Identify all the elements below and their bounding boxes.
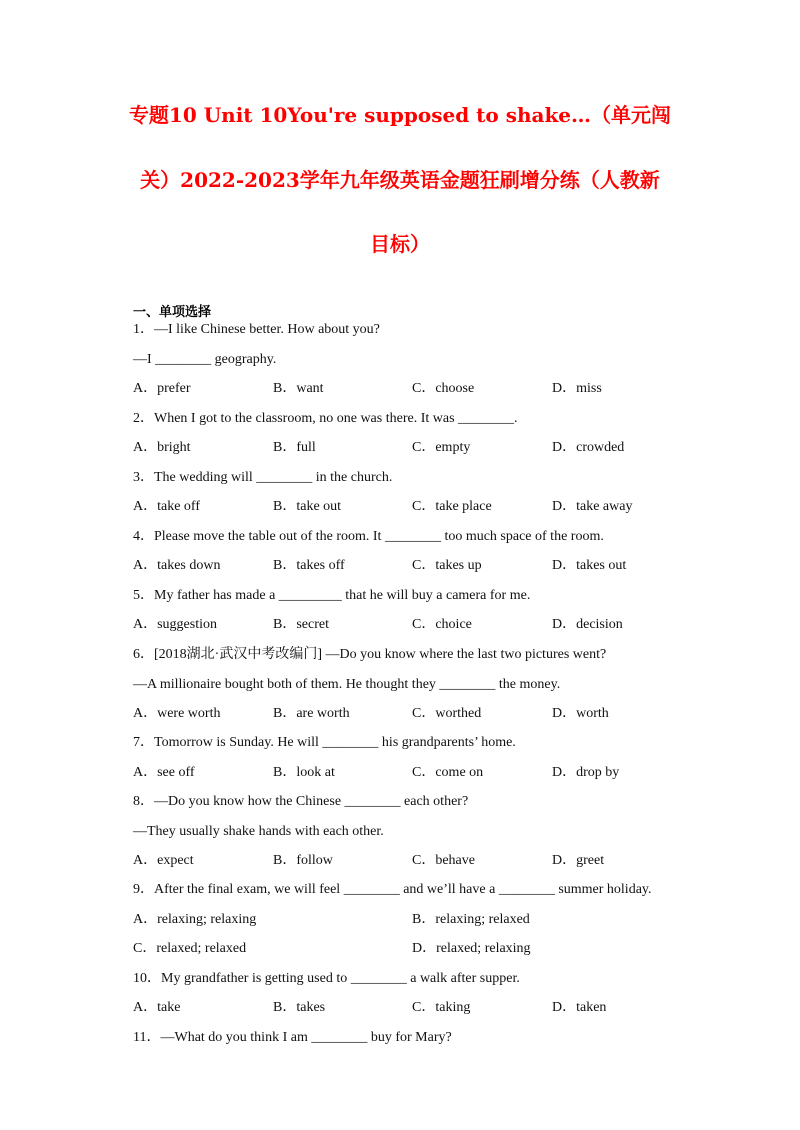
question-9-option[interactable]: B．relaxing; relaxed bbox=[412, 912, 530, 927]
question-1-stem-line: —I ________ geography. bbox=[133, 352, 277, 367]
question-10-option[interactable]: A．take bbox=[133, 1000, 181, 1015]
question-4-option[interactable]: C．takes up bbox=[412, 558, 482, 573]
question-2-stem-line: 2．When I got to the classroom, no one was there. It was ________. bbox=[133, 411, 518, 426]
question-5-stem-line: 5．My father has made a _________ that he will buy a camera for me. bbox=[133, 588, 531, 603]
question-2-option[interactable]: A．bright bbox=[133, 440, 191, 455]
question-4-stem-line: 4．Please move the table out of the room. It ________ too much space of the room. bbox=[133, 529, 604, 544]
question-6-stem-line: —A millionaire bought both of them. He thought they ________ the money. bbox=[133, 677, 561, 692]
question-6-option[interactable]: C．worthed bbox=[412, 706, 482, 721]
question-7-option[interactable]: C．come on bbox=[412, 765, 484, 780]
question-3-option[interactable]: C．take place bbox=[412, 499, 492, 514]
question-3-option[interactable]: B．take out bbox=[273, 499, 342, 514]
question-10-option[interactable]: D．taken bbox=[552, 1000, 607, 1015]
question-4-option[interactable]: B．takes off bbox=[273, 558, 345, 573]
question-8-option[interactable]: A．expect bbox=[133, 853, 194, 868]
title-line-3: 目标） bbox=[370, 232, 430, 256]
question-7-option[interactable]: A．see off bbox=[133, 765, 195, 780]
title-line-2: 关）2022-2023学年九年级英语金题狂刷增分练（人教新 bbox=[140, 168, 660, 192]
question-6-option[interactable]: A．were worth bbox=[133, 706, 221, 721]
question-3-option[interactable]: D．take away bbox=[552, 499, 633, 514]
question-8-option[interactable]: B．follow bbox=[273, 853, 333, 868]
question-10-option[interactable]: C．taking bbox=[412, 1000, 471, 1015]
question-9-stem-line: 9．After the final exam, we will feel ________ and we’ll have a ________ summer holiday. bbox=[133, 882, 652, 897]
question-8-option[interactable]: D．greet bbox=[552, 853, 605, 868]
question-3-option[interactable]: A．take off bbox=[133, 499, 200, 514]
question-3-stem-line: 3．The wedding will ________ in the church. bbox=[133, 470, 393, 485]
question-8-stem-line: 8．—Do you know how the Chinese ________ each other? bbox=[133, 794, 469, 809]
question-7-option[interactable]: D．drop by bbox=[552, 765, 620, 780]
question-6-stem-line: 6．[2018湖北·武汉中考改编门] —Do you know where the last two pictures went? bbox=[133, 647, 607, 662]
question-10-stem-line: 10．My grandfather is getting used to ________ a walk after supper. bbox=[133, 971, 520, 986]
question-9-option[interactable]: C．relaxed; relaxed bbox=[133, 941, 247, 956]
question-4-option[interactable]: A．takes down bbox=[133, 558, 221, 573]
question-5-option[interactable]: A．suggestion bbox=[133, 617, 217, 632]
question-6-option[interactable]: B．are worth bbox=[273, 706, 350, 721]
question-8-option[interactable]: C．behave bbox=[412, 853, 475, 868]
question-4-option[interactable]: D．takes out bbox=[552, 558, 627, 573]
question-1-stem-line: 1．—I like Chinese better. How about you? bbox=[133, 322, 380, 337]
question-11-stem-line: 11．—What do you think I am ________ buy for Mary? bbox=[133, 1030, 452, 1045]
question-2-option[interactable]: C．empty bbox=[412, 440, 471, 455]
question-5-option[interactable]: C．choice bbox=[412, 617, 472, 632]
question-9-option[interactable]: D．relaxed; relaxing bbox=[412, 941, 531, 956]
question-2-option[interactable]: B．full bbox=[273, 440, 316, 455]
question-5-option[interactable]: D．decision bbox=[552, 617, 623, 632]
question-5-option[interactable]: B．secret bbox=[273, 617, 329, 632]
question-6-option[interactable]: D．worth bbox=[552, 706, 609, 721]
title-line-1: 专题10 Unit 10You're supposed to shake…（单元闯 bbox=[128, 103, 672, 127]
question-8-stem-line: —They usually shake hands with each other. bbox=[133, 824, 384, 839]
question-1-option[interactable]: C．choose bbox=[412, 381, 475, 396]
question-1-option[interactable]: D．miss bbox=[552, 381, 602, 396]
question-7-option[interactable]: B．look at bbox=[273, 765, 335, 780]
question-2-option[interactable]: D．crowded bbox=[552, 440, 625, 455]
question-1-option[interactable]: A．prefer bbox=[133, 381, 191, 396]
section-heading: 一、单项选择 bbox=[133, 305, 212, 320]
question-7-stem-line: 7．Tomorrow is Sunday. He will ________ his grandparents’ home. bbox=[133, 735, 516, 750]
question-1-option[interactable]: B．want bbox=[273, 381, 324, 396]
question-10-option[interactable]: B．takes bbox=[273, 1000, 326, 1015]
question-9-option[interactable]: A．relaxing; relaxing bbox=[133, 912, 257, 927]
